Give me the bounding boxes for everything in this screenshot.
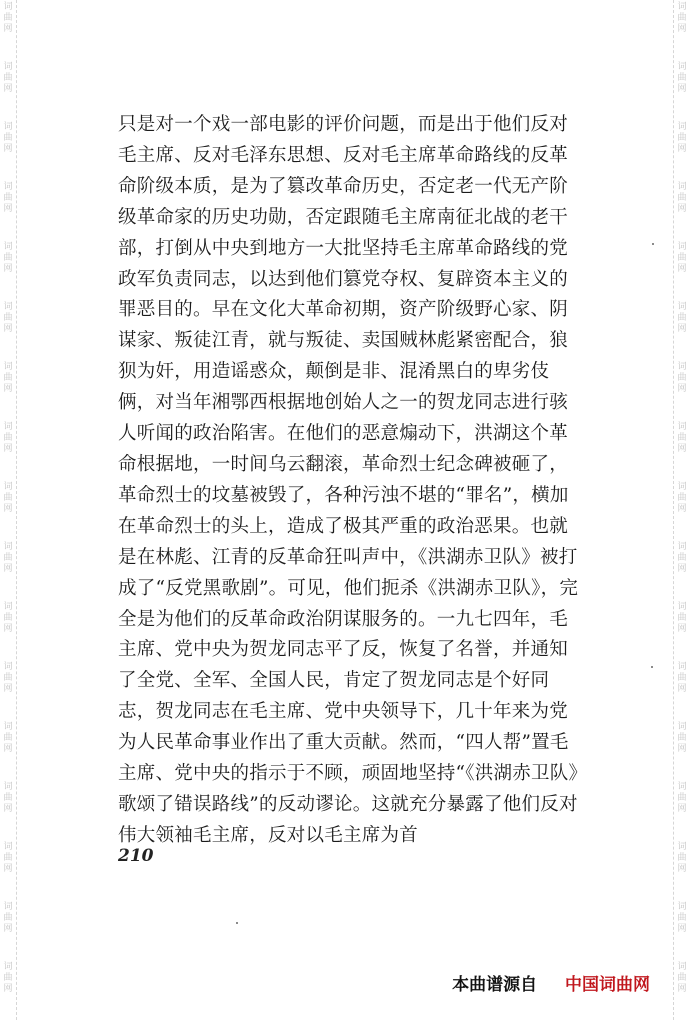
page-body-text <box>118 110 580 852</box>
margin-watermark-text: 词 曲 网 <box>677 782 687 814</box>
margin-watermark-text: 词 曲 网 <box>3 722 13 754</box>
margin-watermark-text: 词 曲 网 <box>677 62 687 94</box>
margin-watermark-text: 词 曲 网 <box>3 422 13 454</box>
margin-watermark-text: 词 曲 网 <box>3 782 13 814</box>
margin-watermark-text: 词 曲 网 <box>3 242 13 274</box>
margin-watermark-text: 词 曲 网 <box>3 362 13 394</box>
margin-watermark-text: 词 曲 网 <box>677 2 687 34</box>
scan-speck <box>651 666 653 668</box>
right-margin-watermark-strip <box>673 0 690 1020</box>
margin-watermark-text: 词 曲 网 <box>677 122 687 154</box>
margin-watermark-text: 词 曲 网 <box>677 182 687 214</box>
margin-watermark-text: 词 曲 网 <box>3 482 13 514</box>
source-credit-site[interactable]: 中国词曲网 <box>565 975 650 995</box>
margin-watermark-text: 词 曲 网 <box>3 2 13 34</box>
scan-speck <box>652 243 654 245</box>
margin-watermark-text: 词 曲 网 <box>3 902 13 934</box>
margin-watermark-text: 词 曲 网 <box>677 362 687 394</box>
page-number: 210 <box>118 846 154 866</box>
margin-watermark-text: 词 曲 网 <box>677 962 687 994</box>
margin-watermark-text: 词 曲 网 <box>677 902 687 934</box>
margin-watermark-text: 词 曲 网 <box>677 722 687 754</box>
margin-watermark-text: 词 曲 网 <box>3 842 13 874</box>
source-credit <box>452 970 650 995</box>
margin-watermark-text: 词 曲 网 <box>3 602 13 634</box>
margin-watermark-text: 词 曲 网 <box>677 302 687 334</box>
margin-watermark-text: 词 曲 网 <box>677 422 687 454</box>
margin-watermark-text: 词 曲 网 <box>3 962 13 994</box>
scan-speck <box>236 922 238 924</box>
margin-watermark-text: 词 曲 网 <box>3 302 13 334</box>
margin-watermark-text: 词 曲 网 <box>677 662 687 694</box>
left-margin-watermark-strip <box>0 0 17 1020</box>
margin-watermark-text: 词 曲 网 <box>3 182 13 214</box>
margin-watermark-text: 词 曲 网 <box>677 542 687 574</box>
margin-watermark-text: 词 曲 网 <box>677 242 687 274</box>
margin-watermark-text: 词 曲 网 <box>677 842 687 874</box>
margin-watermark-text: 词 曲 网 <box>3 122 13 154</box>
margin-watermark-text: 词 曲 网 <box>677 602 687 634</box>
margin-watermark-text: 词 曲 网 <box>677 482 687 514</box>
margin-watermark-text: 词 曲 网 <box>3 662 13 694</box>
body-paragraph: 只是对一个戏一部电影的评价问题，而是出于他们反对毛主席、反对毛泽东思想、反对毛主席革命路线的反革命阶级本质，是为了篡改革命历史，否定老一代无产阶级革命家的历史功勋，否定跟随毛主席南征北战的老干部，打倒从中央到地方一大批坚持毛主席革命路线的党政军负责同志，以达到他们篡党夺权、复辟资本主义的罪恶目的。早在文化大革命初期，资产阶级野心家、阴谋家、叛徒江青，就与叛徒、卖国贼林彪紧密配合，狼狈为奸，用造谣惑众，颠倒是非、混淆黑白的卑劣伎俩，对当年湘鄂西根据地创始人之一的贺龙同志进行骇人听闻的政治陷害。在他们的恶意煽动下，洪湖这个革命根据地，一时间乌云翻滚，革命烈士纪念碑被砸了，革命烈士的坟墓被毁了，各种污浊不堪的“罪名”，横加在革命烈士的头上，造成了极其严重的政治恶果。也就是在林彪、江青的反革命狂叫声中，《洪湖赤卫队》被打成了“反党黑歌剧”。可见，他们扼杀《洪湖赤卫队》，完全是为他们的反革命政治阴谋服务的。一九七四年，毛主席、党中央为贺龙同志平了反，恢复了名誉，并通知了全党、全军、全国人民，肯定了贺龙同志是个好同志，贺龙同志在毛主席、党中央领导下，几十年来为党为人民革命事业作出了重大贡献。然而，“四人帮”置毛主席、党中央的指示于不顾，顽固地坚持“《洪湖赤卫队》歌颂了错误路线”的反动谬论。这就充分暴露了他们反对伟大领袖毛主席，反对以毛主席为首 <box>118 114 579 846</box>
margin-watermark-text: 词 曲 网 <box>3 62 13 94</box>
source-credit-label: 本曲谱源自 <box>452 975 538 995</box>
margin-watermark-text: 词 曲 网 <box>3 542 13 574</box>
